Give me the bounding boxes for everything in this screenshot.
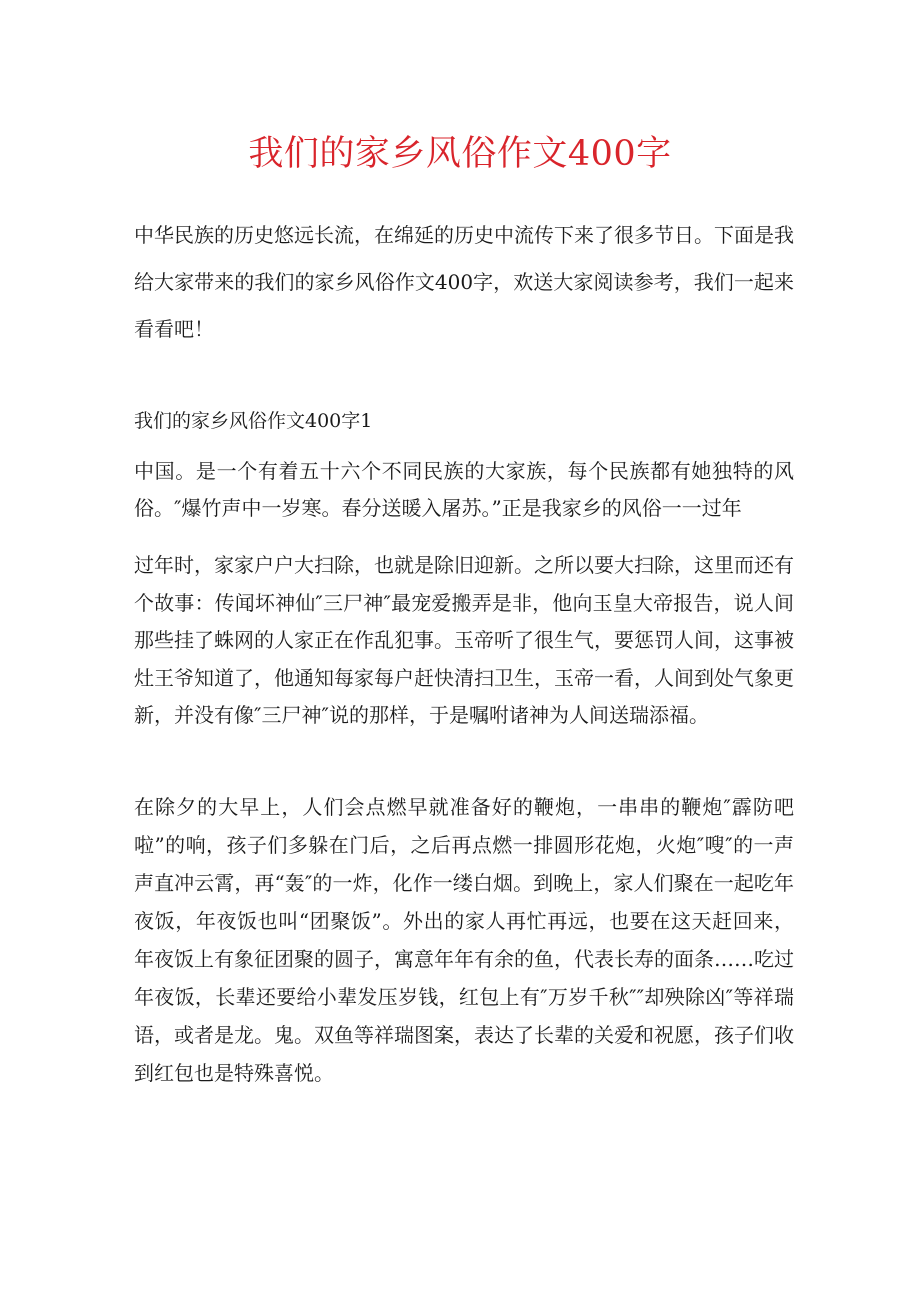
body-paragraph-2: 过年时，家家户户大扫除，也就是除旧迎新。之所以要大扫除，这里而还有个故事：传闻坏神仙″三尸神″最宠爱搬弄是非，他向玉皇大帝报告，说人间那些挂了蛛网的人家正在作乱犯事。玉帝听了很生气，要惩罚人间，这事被灶王爷知道了，他通知每家每户赶快清扫卫生，玉帝一看，人间到处气象更新，并没有像″三尸神″说的那样，于是嘱咐诸神为人间送瑞添福。: [134, 553, 794, 727]
section-title: 我们的家乡风俗作文400字1: [134, 410, 373, 432]
body-paragraph-3: 在除夕的大早上，人们会点燃早就准备好的鞭炮，一串串的鞭炮″霹防吧啦”的响，孩子们多躲在门后，之后再点燃一排圆形花炮，火炮″嗖″的一声声直冲云霄，再“轰″的一炸，化作一缕白烟。到晚上，家人们聚在一起吃年夜饭，年夜饭也叫“团聚饭”。外出的家人再忙再远，也要在这天赶回来，年夜饭上有象征团聚的圆子，寓意年年有余的鱼，代表长寿的面条……吃过年夜饭，长辈还要给小辈发压岁钱，红包上有″万岁千秋″″却殃除凶″等祥瑞语，或者是龙。鬼。双鱼等祥瑞图案，表达了长辈的关爱和祝愿，孩子们收到红包也是特殊喜悦。: [134, 795, 794, 1085]
document-title: 我们的家乡风俗作文400字: [248, 134, 672, 174]
intro-paragraph: 中华民族的历史悠远长流，在绵延的历史中流传下来了很多节日。下面是我给大家带来的我们的家乡风俗作文400字，欢送大家阅读参考，我们一起来看看吧！: [134, 223, 794, 341]
body-paragraph-1: 中国。是一个有着五十六个不同民族的大家族，每个民族都有她独特的风俗。″爆竹声中一岁寒。春分送暖入屠苏。”正是我家乡的风俗一一过年: [134, 459, 794, 520]
